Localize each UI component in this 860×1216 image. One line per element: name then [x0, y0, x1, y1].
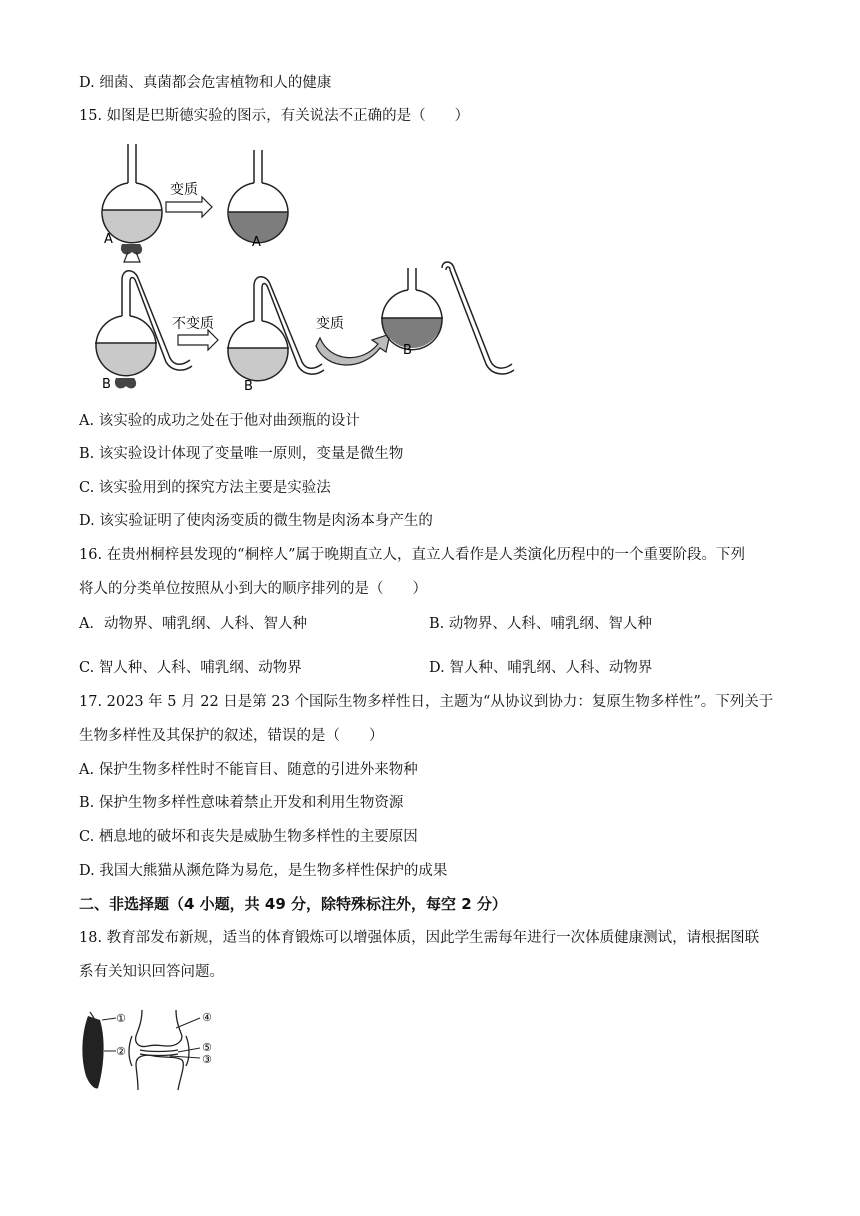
arrow-spoiled-1 — [166, 197, 212, 217]
section-heading: 二、非选择题（4 小题，共 49 分，除特殊标注外，每空 2 分） — [79, 895, 507, 913]
flask-b-intact — [227, 277, 324, 388]
label-3: ③ — [202, 1053, 212, 1066]
label-1: ① — [116, 1012, 126, 1025]
arrow-label-spoiled-2: 变质 — [316, 316, 344, 332]
arrow-label-spoiled-1: 变质 — [170, 182, 198, 198]
q16-stem-line1: 16. 在贵州桐梓县发现的“桐梓人”属于晚期直立人，直立人看作是人类演化历程中的一个重要阶段。下列 — [79, 547, 745, 563]
q17-option-d: D. 我国大熊猫从濒危降为易危，是生物多样性保护的成果 — [79, 863, 448, 879]
flask-a-label-1: A — [104, 232, 113, 247]
q15-option-c: C. 该实验用到的探究方法主要是实验法 — [79, 480, 331, 496]
q18-stem-line2: 系有关知识回答问题。 — [79, 964, 224, 980]
q17-stem-line2: 生物多样性及其保护的叙述，错误的是（ ） — [79, 728, 384, 744]
q15-stem: 15. 如图是巴斯德实验的图示，有关说法不正确的是（ ） — [79, 108, 470, 124]
label-4: ④ — [202, 1011, 212, 1024]
flask-b-label-1: B — [102, 377, 111, 392]
muscle-sketch — [82, 1012, 103, 1089]
q17-option-a: A. 保护生物多样性时不能盲目、随意的引进外来物种 — [79, 762, 418, 778]
q17-option-c: C. 栖息地的破坏和丧失是威胁生物多样性的主要原因 — [79, 829, 418, 845]
q14-option-d: D. 细菌、真菌都会危害植物和人的健康 — [79, 75, 332, 91]
q16-option-b: B. 动物界、人科、哺乳纲、智人种 — [429, 616, 652, 632]
q17-option-b: B. 保护生物多样性意味着禁止开发和利用生物资源 — [79, 795, 404, 811]
q16-stem-line2: 将人的分类单位按照从小到大的顺序排列的是（ ） — [79, 581, 427, 597]
q16-option-a: A．动物界、哺乳纲、人科、智人种 — [79, 616, 307, 632]
arrow-spoiled-2 — [316, 334, 390, 365]
q16-option-d: D. 智人种、哺乳纲、人科、动物界 — [429, 660, 653, 676]
arrow-not-spoiled — [178, 330, 218, 350]
flask-b-broken — [381, 268, 443, 350]
q17-stem-line1: 17. 2023 年 5 月 22 日是第 23 个国际生物多样性日，主题为“从协议到协力：复原生物多样性”。下列关于 — [79, 694, 774, 710]
flask-b-label-2: B — [244, 379, 253, 394]
detached-swan-neck — [442, 262, 514, 374]
q16-option-c: C. 智人种、人科、哺乳纲、动物界 — [79, 660, 302, 676]
flask-a-label-2: A — [252, 235, 261, 250]
label-5: ⑤ — [202, 1041, 212, 1054]
q18-stem-line1: 18. 教育部发布新规，适当的体育锻炼可以增强体质，因此学生需每年进行一次体质健康测试，请根据图联 — [79, 930, 760, 946]
knee-joint-sketch — [129, 1010, 189, 1090]
q15-option-d: D. 该实验证明了使肉汤变质的微生物是肉汤本身产生的 — [79, 513, 433, 529]
pasteur-experiment-figure — [90, 140, 530, 400]
arrow-label-not-spoiled: 不变质 — [172, 316, 214, 332]
flask-b-label-3: B — [403, 343, 412, 358]
q15-option-b: B. 该实验设计体现了变量唯一原则，变量是微生物 — [79, 446, 404, 462]
q15-option-a: A. 该实验的成功之处在于他对曲颈瓶的设计 — [79, 413, 360, 429]
joint-diagram-figure — [78, 1006, 228, 1094]
label-2: ② — [116, 1045, 126, 1058]
